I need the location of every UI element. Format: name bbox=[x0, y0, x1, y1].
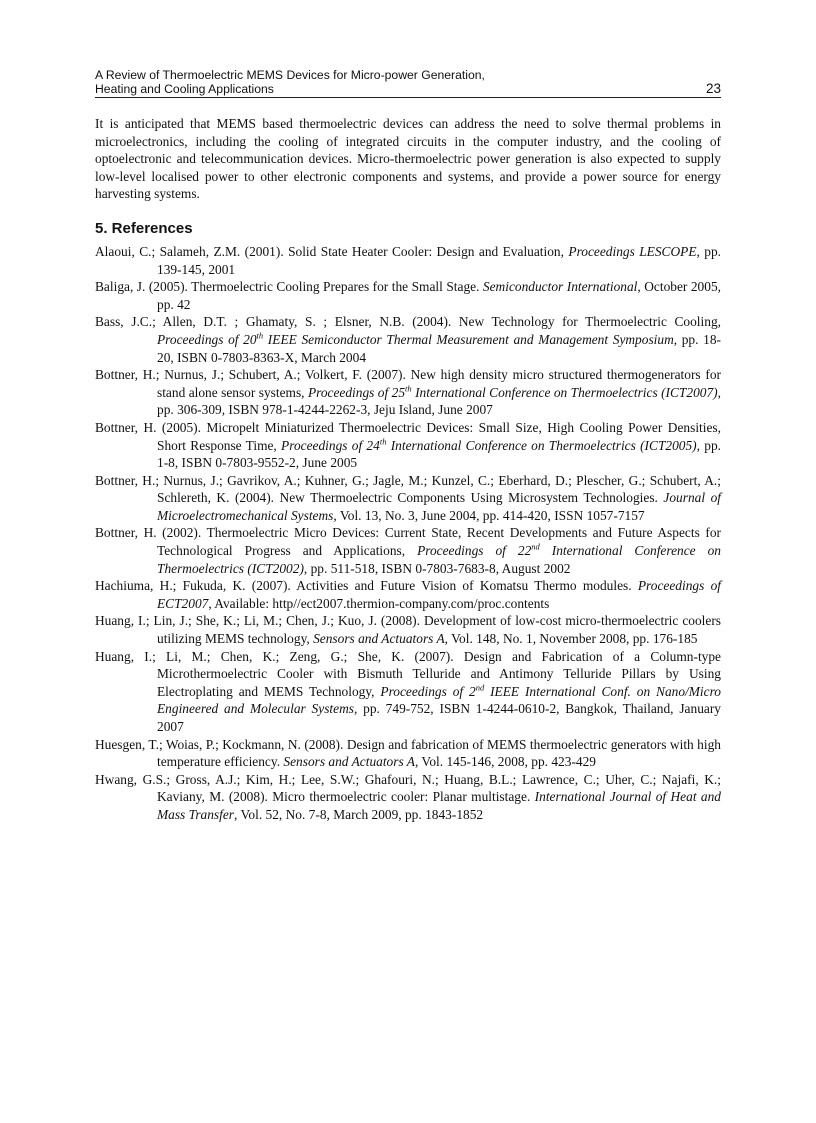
reference-item: Huang, I.; Li, M.; Chen, K.; Zeng, G.; She, K. (2007). Design and Fabrication of a Column-type Microthermoelectric Cooler with Bismuth Telluride and Antimony Telluride Pillars by Using Electroplating and MEMS Technology, Proceedings of 2nd IEEE International Conf. on Nano/Micro Engineered and Molecular Systems, pp. 749-752, ISBN 1-4244-0610-2, Bangkok, Thailand, January 2007 bbox=[95, 648, 721, 734]
reference-item: Hachiuma, H.; Fukuda, K. (2007). Activities and Future Vision of Komatsu Thermo modules. Proceedings of ECT2007, Available: http//ect2007.thermion-company.com/proc.contents bbox=[95, 578, 721, 611]
intro-paragraph: It is anticipated that MEMS based thermoelectric devices can address the need to solve thermal problems in microelectronics, including the cooling of integrated circuits in the computer industry, and the cooling of optoelectronic and telecommunication devices. Micro-thermoelectric power generation is also expected to supply low-level localised power to other electronic components and systems, and provide a power source for energy harvesting systems. bbox=[95, 116, 721, 202]
reference-item: Huang, I.; Lin, J.; She, K.; Li, M.; Chen, J.; Kuo, J. (2008). Development of low-cost micro-thermoelectric coolers utilizing MEMS technology, Sensors and Actuators A, Vol. 148, No. 1, November 2008, pp. 176-185 bbox=[95, 613, 721, 647]
page bbox=[95, 68, 721, 824]
reference-list bbox=[95, 243, 721, 824]
reference-item: Bottner, H.; Nurnus, J.; Gavrikov, A.; Kuhner, G.; Jagle, M.; Kunzel, C.; Eberhard, D.; Plescher, G.; Schubert, A.; Schlereth, K. (2004). New Thermoelectric Components Using Microsystem Technologies. Journal of Microelectromechanical Systems, Vol. 13, No. 3, June 2004, pp. 414-420, ISSN 1057-7157 bbox=[95, 472, 721, 523]
reference-item: Bottner, H. (2002). Thermoelectric Micro Devices: Current State, Recent Developments and Future Aspects for Technological Progress and Applications, Proceedings of 22nd International Conference on Thermoelectrics (ICT2002), pp. 511-518, ISBN 0-7803-7683-8, August 2002 bbox=[95, 525, 721, 576]
reference-item: Bottner, H. (2005). Micropelt Miniaturized Thermoelectric Devices: Small Size, High Cooling Power Densities, Short Response Time, Proceedings of 24th International Conference on Thermoelectrics (ICT2005), pp. 1-8, ISBN 0-7803-9552-2, June 2005 bbox=[95, 419, 721, 471]
reference-item: Baliga, J. (2005). Thermoelectric Cooling Prepares for the Small Stage. Semiconductor International, October 2005, pp. 42 bbox=[95, 279, 721, 312]
reference-item: Alaoui, C.; Salameh, Z.M. (2001). Solid State Heater Cooler: Design and Evaluation, Proceedings LESCOPE, pp. 139-145, 2001 bbox=[95, 243, 721, 277]
header-title-line-2: Heating and Cooling Applications bbox=[95, 82, 274, 96]
reference-item: Bottner, H.; Nurnus, J.; Schubert, A.; Volkert, F. (2007). New high density micro structured thermogenerators for stand alone sensor systems, Proceedings of 25th International Conference on Thermoelectrics (ICT2007), pp. 306-309, ISBN 978-1-4244-2262-3, Jeju Island, June 2007 bbox=[95, 367, 721, 418]
reference-item: Hwang, G.S.; Gross, A.J.; Kim, H.; Lee, S.W.; Ghafouri, N.; Huang, B.L.; Lawrence, C.; Uher, C.; Najafi, K.; Kaviany, M. (2008). Micro thermoelectric cooler: Planar multistage. International Journal of Heat and Mass Transfer, Vol. 52, No. 7-8, March 2009, pp. 1843-1852 bbox=[95, 771, 721, 822]
page-number: 23 bbox=[705, 81, 721, 96]
running-header bbox=[95, 68, 721, 98]
reference-item: Bass, J.C.; Allen, D.T. ; Ghamaty, S. ; Elsner, N.B. (2004). New Technology for Thermoelectric Cooling, Proceedings of 20th IEEE Semiconductor Thermal Measurement and Management Symposium, pp. 18-20, ISBN 0-7803-8363-X, March 2004 bbox=[95, 314, 721, 365]
header-title-line-1: A Review of Thermoelectric MEMS Devices for Micro-power Generation, bbox=[95, 68, 485, 82]
reference-item: Huesgen, T.; Woias, P.; Kockmann, N. (2008). Design and fabrication of MEMS thermoelectric generators with high temperature efficiency. Sensors and Actuators A, Vol. 145-146, 2008, pp. 423-429 bbox=[95, 736, 721, 770]
section-title: 5. References bbox=[95, 219, 193, 237]
